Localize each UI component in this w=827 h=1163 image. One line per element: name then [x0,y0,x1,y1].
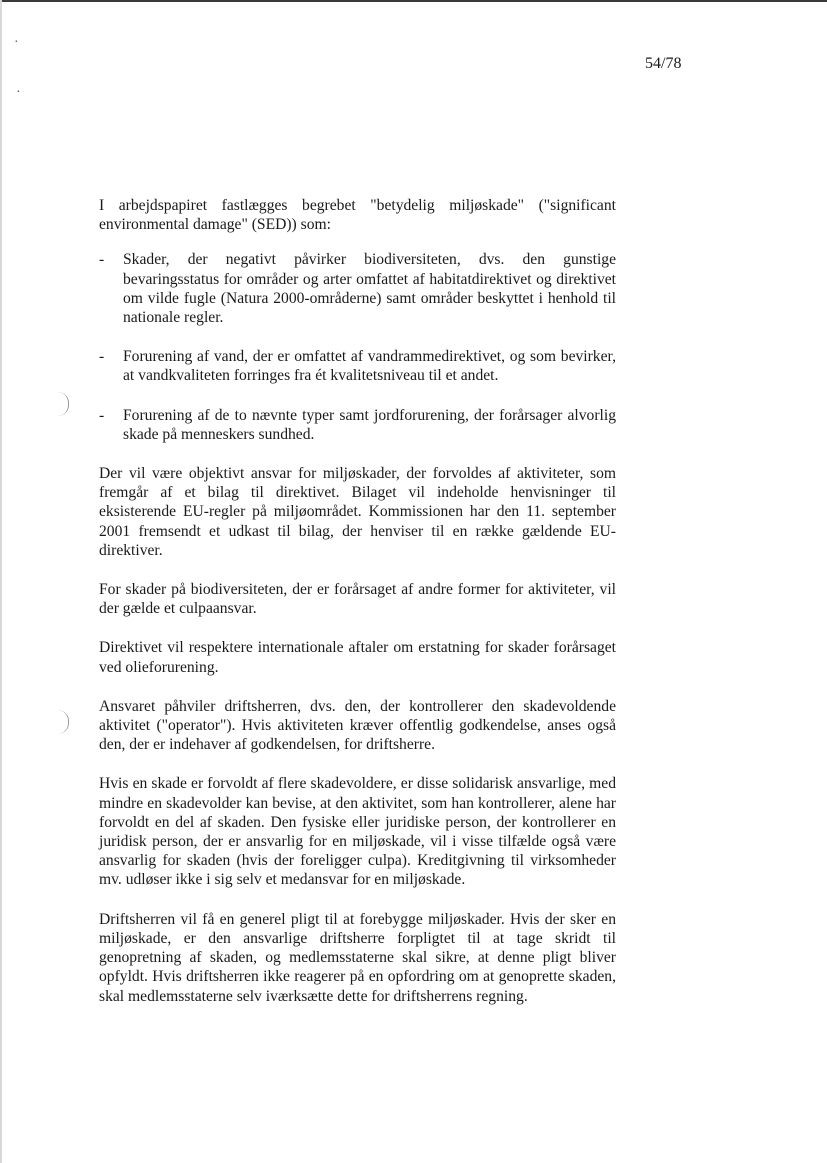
body-paragraph: Direktivet vil respektere internationale aftaler om erstatning for skader forårsaget ved olieforurening. [99,639,616,676]
scan-border-top [0,0,827,2]
bullet-item [99,347,616,385]
bullet-text: Forurening af de to nævnte typer samt jordforurening, der forårsager alvorlig skade på menneskers sundhed. [123,406,616,443]
scan-speck: · [16,85,21,100]
bullet-item [99,406,616,444]
bullet-text: Skader, der negativt påvirker biodiversiteten, dvs. den gunstige bevaringsstatus for områder og arter omfattet af habitatdirektivet og direktivet om vilde fugle (Natura 2000-områderne) samt områder beskyttet i henhold til nationale regler. [123,251,616,327]
bullet-marker: - [99,251,105,269]
body-paragraph: Hvis en skade er forvoldt af flere skadevoldere, er disse solidarisk ansvarlige, med mindre en skadevolder kan bevise, at den aktivitet, som han kontrollerer, alene har forvoldt en del af skaden. Den fysiske eller juridiske person, der kontrollerer en juridisk person, der er ansvarlig for en miljøskade, vil i visse tilfælde også være ansvarlig for skaden (hvis der foreligger culpa). Kreditgivning til virksomheder mv. udløser ikke i sig selv et medansvar for en miljøskade. [99,775,616,889]
bullet-text: Forurening af vand, der er omfattet af vandrammedirektivet, og som bevirker, at vandkvaliteten forringes fra ét kvalitetsniveau til et andet. [123,348,616,385]
punch-hole-mark [58,392,69,416]
document-body [99,196,616,1026]
bullet-item [99,250,616,327]
scan-border-left [0,0,2,1163]
body-paragraph: Der vil være objektivt ansvar for miljøskader, der forvoldes af aktiviteter, som fremgår af et bilag til direktivet. Bilaget vil indeholde henvisninger til eksisterende EU-regler på miljøområdet. Kommissionen har den 11. september 2001 fremsendt et udkast til bilag, der henviser til en række gældende EU-direktiver. [99,465,616,559]
bullet-list [99,250,616,444]
body-paragraph: For skader på biodiversiteten, der er forårsaget af andre former for aktiviteter, vil der gælde et culpaansvar. [99,581,616,618]
body-paragraph: Ansvaret påhviler driftsherren, dvs. den, der kontrollerer den skadevoldende aktivitet ("operator"). Hvis aktiviteten kræver offentlig godkendelse, anses også den, der er indehaver af godkendelsen, for driftsherre. [99,697,616,754]
body-paragraph: Driftsherren vil få en generel pligt til at forebygge miljøskader. Hvis der sker en miljøskade, er den ansvarlige driftsherre forpligtet til at tage skridt til genopretning af skaden, og medlemsstaterne skal sikre, at denne pligt bliver opfyldt. Hvis driftsherren ikke reagerer på en opfordring om at genoprette skaden, skal medlemsstaterne selv iværksætte dette for driftsherrens regning. [99,910,616,1005]
intro-paragraph: I arbejdspapiret fastlægges begrebet "betydelig miljøskade" ("significant environmental damage" (SED)) som: [99,197,616,234]
bullet-marker: - [99,348,105,366]
scan-speck: · [14,35,19,50]
punch-hole-mark [58,710,69,734]
bullet-marker: - [99,406,105,424]
page-number: 54/78 [645,55,682,72]
